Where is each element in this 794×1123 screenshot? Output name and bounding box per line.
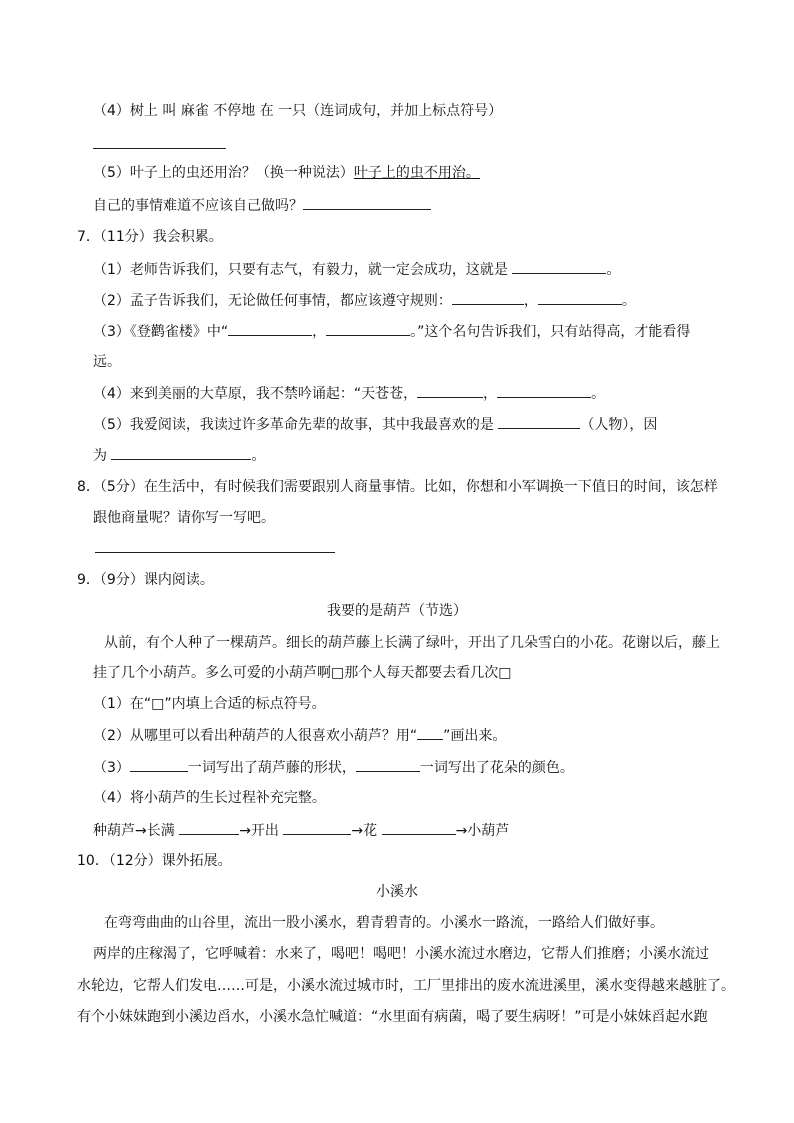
q10-header: 10．（12分）课外拓展。: [77, 853, 232, 869]
q9-header: 9．（9分）课内阅读。: [77, 572, 214, 588]
q9-s2: [93, 725, 506, 746]
q10-p3: 水轮边，它帮人们发电……可是，小溪水流过城市时，工厂里排出的废水流进溪里，溪水变得越来越脏了。: [77, 978, 735, 994]
q9-s3-text-2: 一词写出了葫芦藤的形状，: [187, 760, 356, 776]
answer-blank[interactable]: [498, 414, 580, 429]
q9-s3-text: （3）: [93, 760, 130, 776]
answer-line-q6-4[interactable]: [93, 148, 226, 149]
q7-i5-text-3: 为: [93, 448, 107, 464]
q7-header: 7．（11分）我会积累。: [77, 229, 223, 245]
q6-item5-task: [93, 195, 431, 216]
q9-flow: [93, 820, 509, 841]
q7-i3-cont: 远。: [93, 354, 121, 370]
answer-blank[interactable]: [452, 290, 524, 305]
punct: ，: [523, 293, 538, 309]
q6-item5-prompt: （5）叶子上的虫还用治？（换一种说法）: [93, 165, 354, 181]
q7-i5-text-2: （人物），因: [580, 417, 658, 433]
punct: ，: [483, 386, 498, 402]
q6-item5-example: 叶子上的虫不用治。: [353, 165, 480, 181]
q7-i2: [93, 290, 636, 311]
q9-s3: [93, 757, 574, 778]
answer-blank[interactable]: [382, 820, 456, 835]
q9-title: 我要的是葫芦（节选）: [327, 603, 467, 619]
q9-s2-text-2: ”画出来。: [443, 728, 507, 744]
answer-blank[interactable]: [512, 259, 606, 274]
q10-title: 小溪水: [376, 884, 418, 900]
q10-p4: 有个小妹妹跑到小溪边舀水，小溪水急忙喊道：“水里面有病菌，喝了要生病呀！”可是小妹妹舀起水跑: [77, 1009, 708, 1025]
q10-p1: 在弯弯曲曲的山谷里，流出一股小溪水，碧青碧青的。小溪水一路流，一路给人们做好事。: [104, 915, 664, 931]
q7-i3-text-2: 。”这个名句告诉我们，只有站得高，才能看得: [410, 324, 691, 340]
q7-i5: [93, 414, 657, 435]
q8-header: 8．（5分）在生活中，有时候我们需要跟别人商量事情。比如，你想和小军调换一下值日的时间，该怎样: [77, 479, 718, 495]
answer-blank[interactable]: [283, 820, 351, 835]
q9-s3-text-3: 一词写出了花朵的颜色。: [419, 760, 574, 776]
q7-i5-cont: [93, 445, 265, 466]
q7-i2-text: （2）孟子告诉我们，无论做任何事情，都应该遵守规则：: [93, 293, 452, 309]
q6-item5-task-text: 自己的事情难道不应该自己做吗？: [93, 198, 303, 214]
q9-flow-1: 种葫芦→长满: [93, 823, 175, 839]
answer-blank[interactable]: [417, 383, 483, 398]
q9-s1: （1）在“□”内填上合适的标点符号。: [93, 696, 326, 712]
punct: 。: [621, 293, 636, 309]
q7-i3: [93, 321, 690, 342]
q9-p2: 挂了几个小葫芦。多么可爱的小葫芦啊□那个人每天都要去看几次□: [93, 665, 512, 681]
q9-s2-text: （2）从哪里可以看出种葫芦的人很喜欢小葫芦？用“: [93, 728, 418, 744]
punct: 。: [251, 448, 266, 464]
q9-flow-3: →花: [351, 823, 378, 839]
punct: ，: [312, 324, 327, 340]
answer-blank[interactable]: [326, 321, 410, 336]
answer-blank[interactable]: [538, 290, 622, 305]
q6-item4: （4）树上 叫 麻雀 不停地 在 一只（连词成句，并加上标点符号）: [93, 103, 503, 119]
answer-blank[interactable]: [228, 321, 312, 336]
punct: 。: [606, 262, 621, 278]
q10-p2: 两岸的庄稼渴了，它呼喊着：水来了，喝吧！喝吧！小溪水流过水磨边，它帮人们推磨；小溪水流过: [93, 946, 709, 962]
q7-i4-text: （4）来到美丽的大草原，我不禁吟诵起：“天苍苍，: [93, 386, 418, 402]
q9-flow-2: →开出: [239, 823, 279, 839]
q7-i3-text: （3）《登鹳雀楼》中“: [93, 324, 229, 340]
q9-flow-4: →小葫芦: [455, 823, 510, 839]
answer-blank[interactable]: [130, 757, 188, 772]
q9-s4: （4）将小葫芦的生长过程补充完整。: [93, 790, 326, 806]
answer-blank[interactable]: [111, 445, 251, 460]
underline-sample: [417, 725, 443, 740]
q7-i4: [93, 383, 605, 404]
q9-p1: 从前，有个人种了一棵葫芦。细长的葫芦藤上长满了绿叶，开出了几朵雪白的小花。花谢以后，藤上: [104, 635, 720, 651]
answer-blank[interactable]: [356, 757, 420, 772]
answer-blank[interactable]: [303, 195, 431, 210]
answer-blank[interactable]: [179, 820, 239, 835]
punct: 。: [591, 386, 606, 402]
q8-cont: 跟他商量呢？请你写一写吧。: [93, 510, 275, 526]
q7-i1: [93, 259, 620, 280]
q6-item5: [93, 163, 480, 183]
answer-line-q8[interactable]: [95, 552, 335, 553]
q7-i5-text: （5）我爱阅读，我读过许多革命先辈的故事，其中我最喜欢的是: [93, 417, 494, 433]
answer-blank[interactable]: [497, 383, 591, 398]
q7-i1-text: （1）老师告诉我们，只要有志气，有毅力，就一定会成功，这就是: [93, 262, 508, 278]
